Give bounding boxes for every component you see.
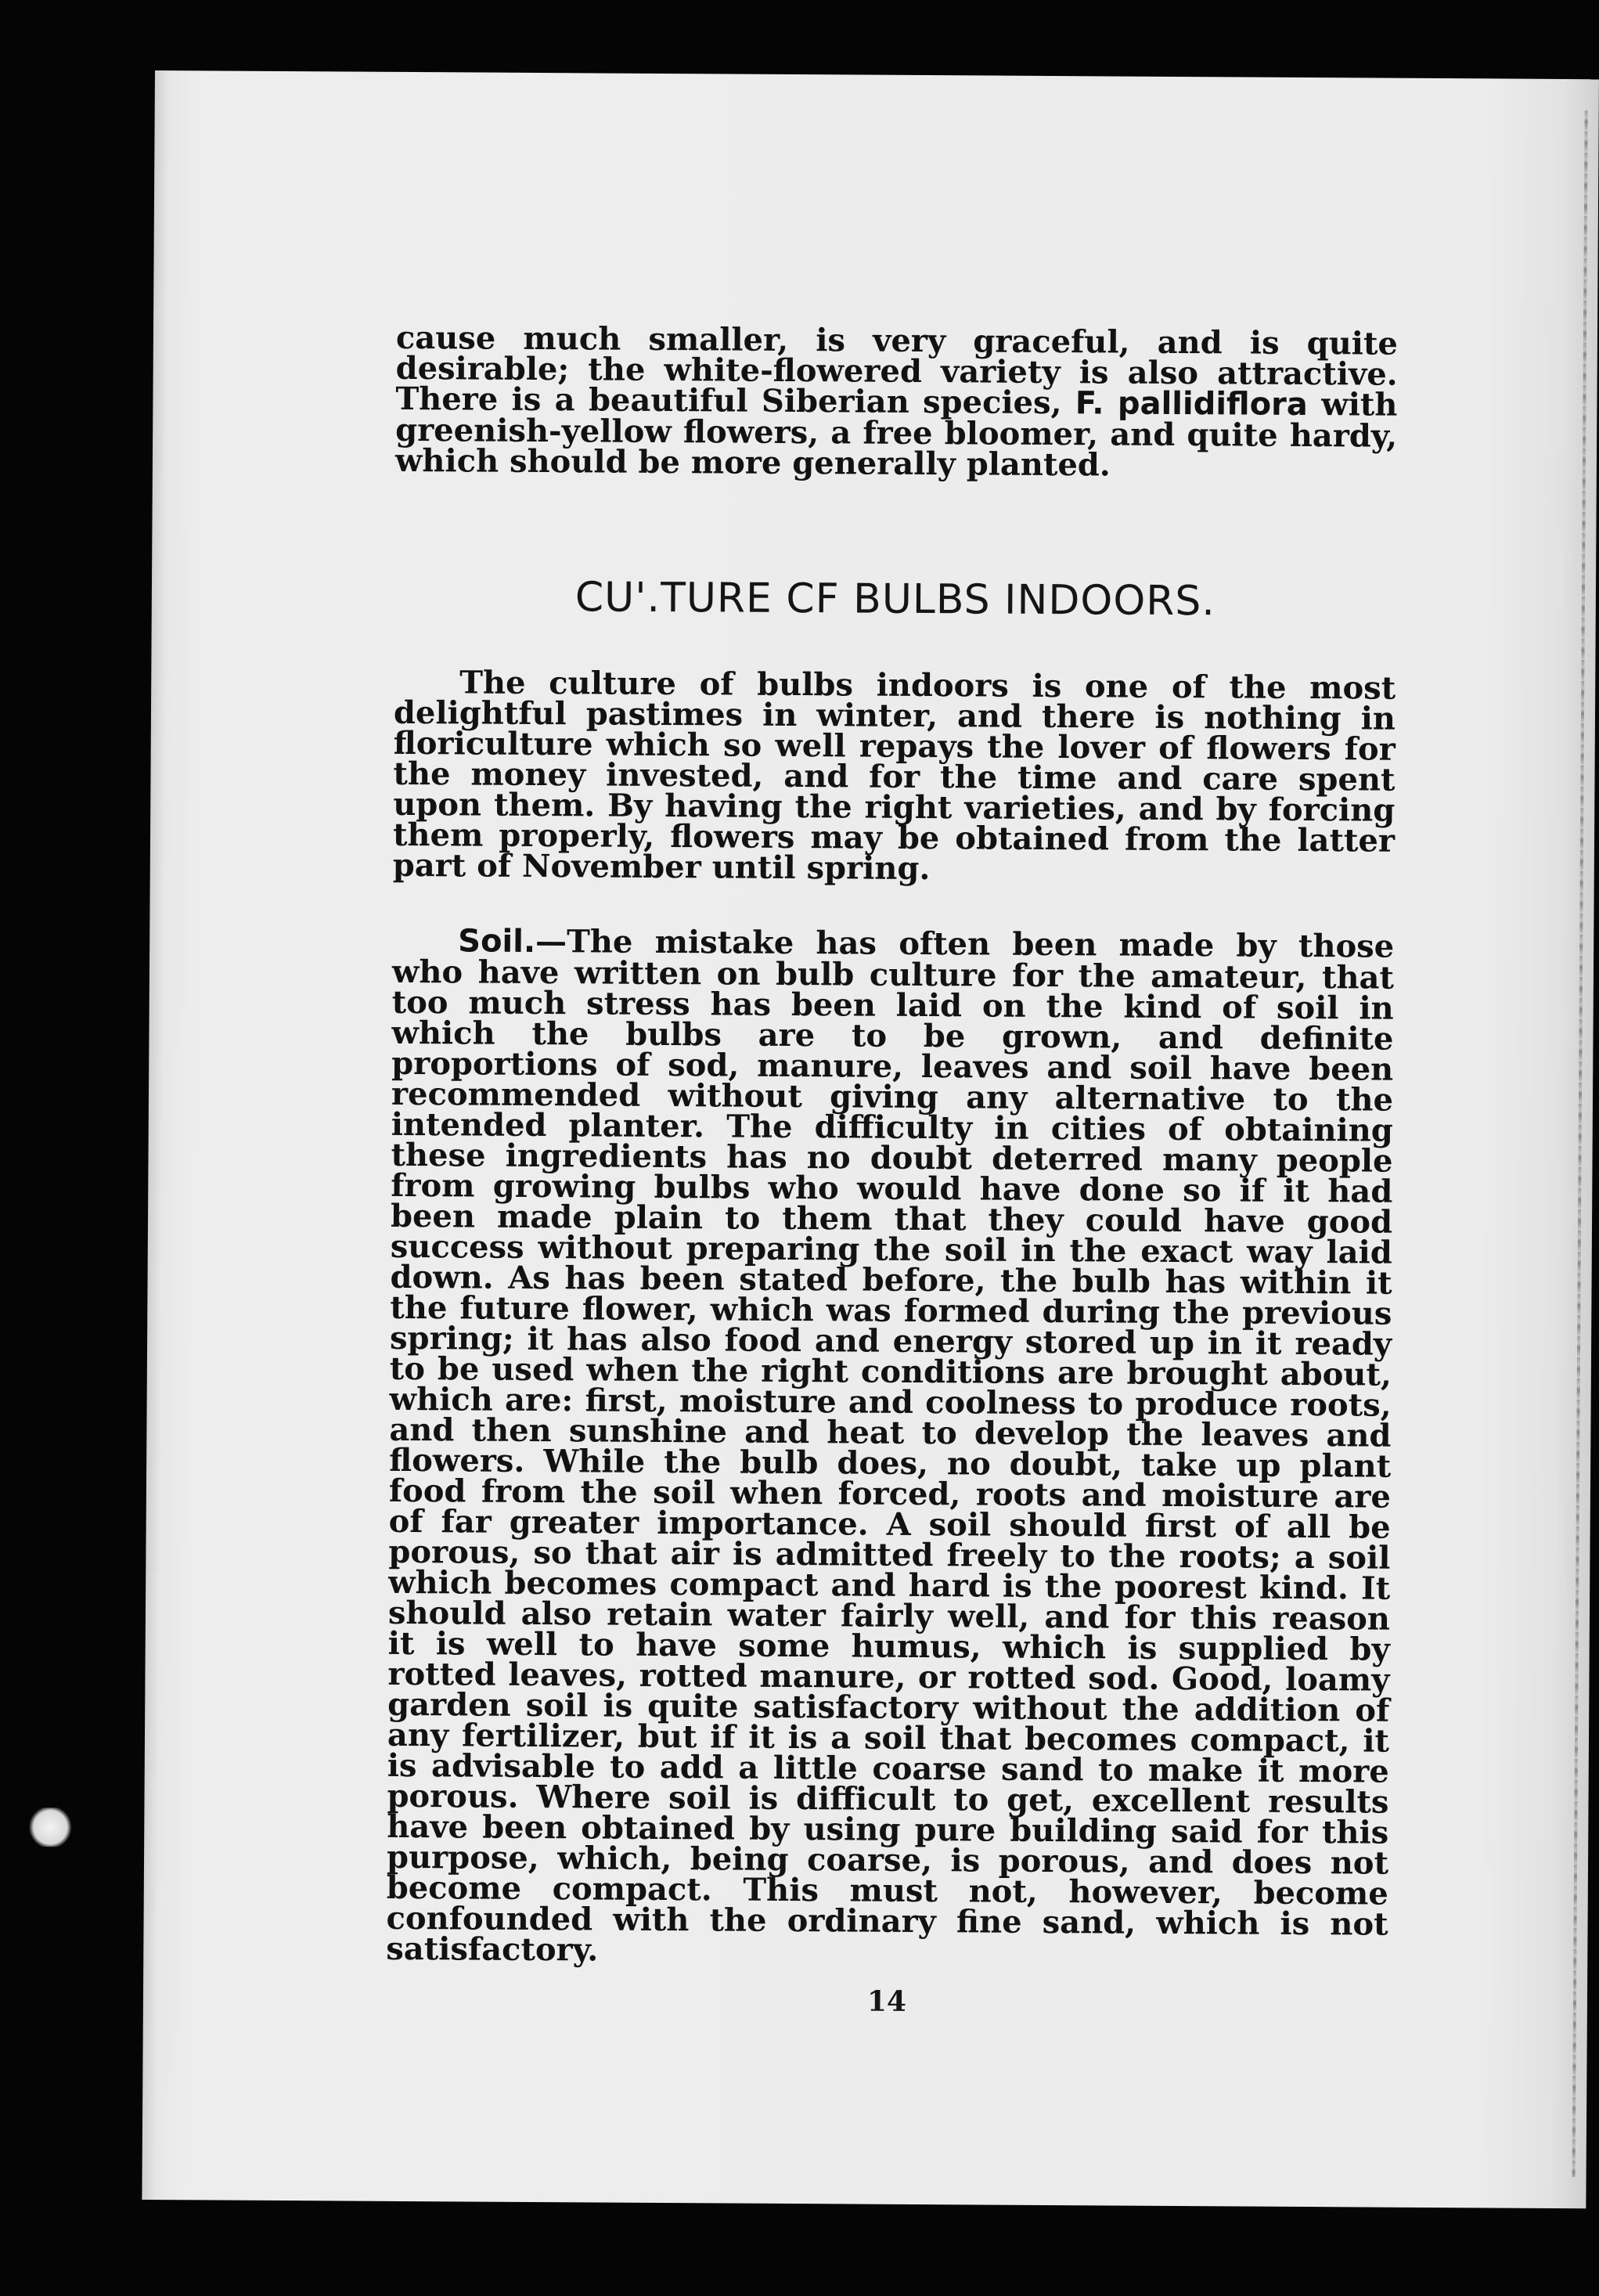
continued-paragraph-text — [394, 319, 1399, 484]
soil-paragraph-text — [386, 922, 1395, 1970]
intro-paragraph-text: The culture of bulbs indoors is one of the most delightful pastimes in winter, and there is nothing in floriculture which so well repays the lover of flowers for the money invested, and for the time and care spent upon them. By having the right varieties, and by forcing them properly, flowers may be obtained from the latter part of November until spring. — [392, 664, 1396, 888]
continued-text-start: cause much smaller, is very graceful, and is quite desirable; the white-flowered variety is also attractive. There is a beautiful Siberian species, — [395, 319, 1399, 422]
species-name: F. pallidiflora — [1075, 385, 1308, 424]
continued-paragraph — [394, 319, 1399, 484]
intro-paragraph — [392, 664, 1396, 888]
section-heading: CU'.TURE CF BULBS INDOORS. — [574, 574, 1216, 625]
continued-text-end: with greenish-yellow flowers, a free bloomer, and quite hardy, which should be more generally planted. — [394, 386, 1398, 484]
smudge-mark — [27, 1808, 74, 1847]
book-page — [142, 70, 1599, 2208]
soil-label: Soil. — [458, 923, 536, 960]
page-number: 14 — [866, 1984, 907, 2018]
page-edge — [1572, 110, 1588, 2177]
soil-paragraph — [386, 922, 1395, 1970]
soil-body: —The mistake has often been made by those who have written on bulb culture for the amateur, that too much stress has been laid on the kind of soil in which the bulbs are to be grown, and definite proportions of sod, manure, leaves and soil have been recommended without giving any alternative to the intended planter. The difficulty in cities of obtaining these ingredients has no doubt deterred many people from growing bulbs who would have done so if it had been made plain to them that they could have good success without preparing the soil in the exact way laid down. As has been stated before, the bulb has within it the future flower, which was formed during the previous spring; it has also food and energy stored up in it ready to be used when the right conditions are brought about, which are: first, moisture and coolness to produce roots, and then sunshine and heat to develop the leaves and flowers. While the bulb does, no doubt, take up plant food from the soil when forced, roots and moisture are of far greater importance. A soil should first of all be porous, so that air is admitted freely to the roots; a soil which becomes compact and hard is the poorest kind. It should also retain water fairly well, and for this reason it is well to have some humus, which is supplied by rotted leaves, rotted manure, or rotted sod. Good, loamy garden soil is quite satisfactory without the addition of any fertilizer, but if it is a soil that becomes compact, it is advisable to add a little coarse sand to make it more porous. Where soil is difficult to get, excellent results have been obtained by using pure building said for this purpose, which, being coarse, is porous, and does not become compact. This must not, however, become confounded with the ordinary fine sand, which is not satisfactory. — [386, 922, 1395, 1969]
